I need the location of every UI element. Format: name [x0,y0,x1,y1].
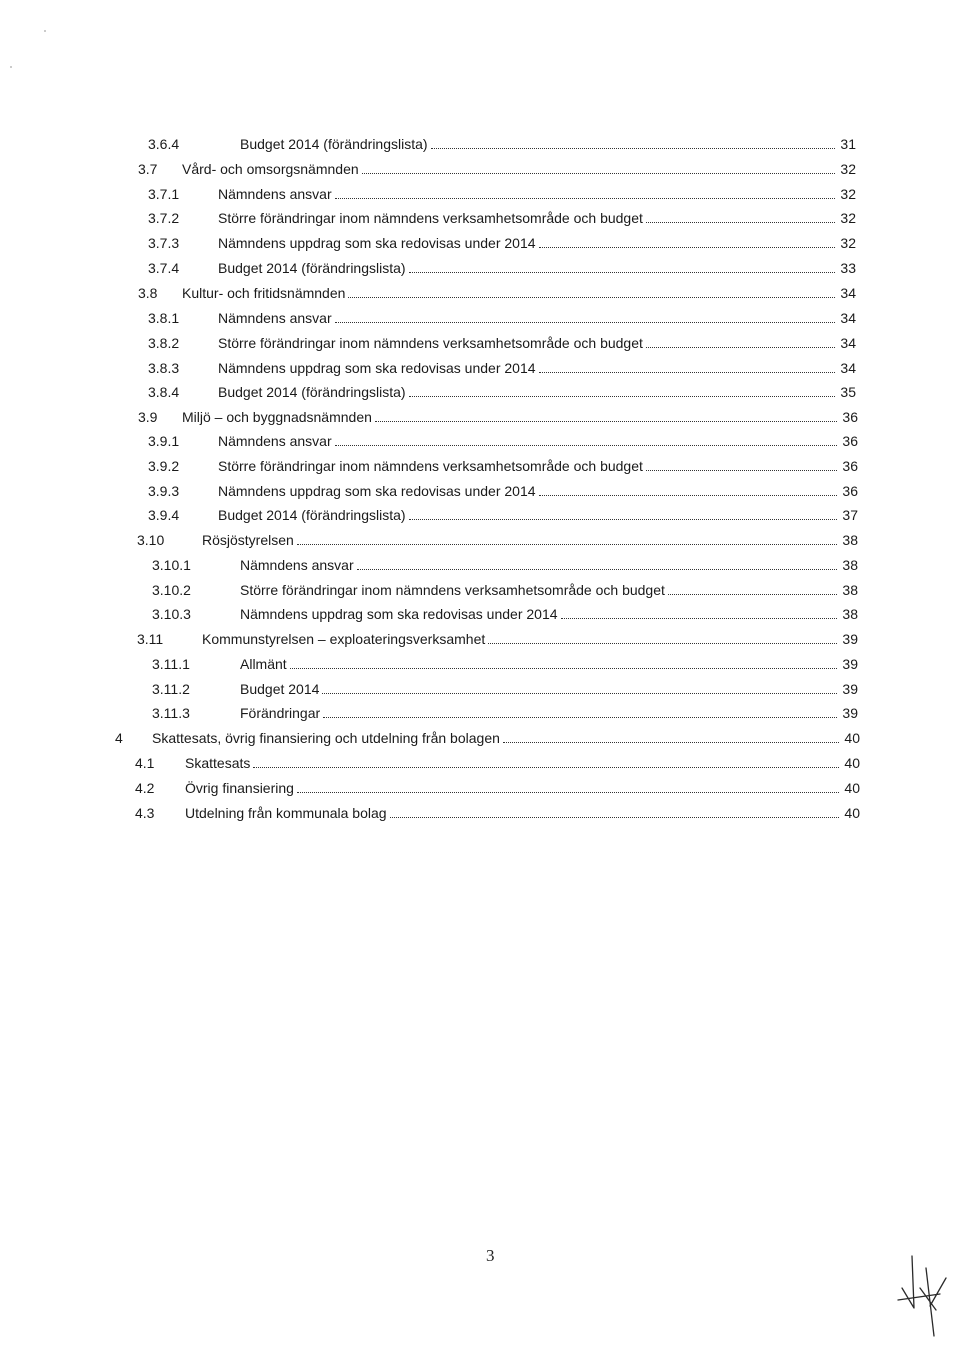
toc-entry-number: 3.10 [137,532,165,548]
dot-leader [431,148,835,149]
toc-entry[interactable] [137,627,858,647]
toc-entry-page: 39 [842,631,858,647]
toc-entry-title: Övrig finansiering [185,780,294,796]
toc-entry[interactable] [138,281,856,301]
toc-entry-page: 39 [842,705,858,721]
dot-leader [539,372,835,373]
toc-entry-title: Större förändringar inom nämndens verksamhetsområde och budget [240,582,665,598]
toc-entry-title: Nämndens uppdrag som ska redovisas under 2014 [218,360,536,376]
toc-entry-page: 36 [842,483,858,499]
dot-leader [539,495,837,496]
toc-entry[interactable] [148,182,856,202]
toc-entry-page: 34 [840,360,856,376]
toc-entry-number: 3.8.4 [148,384,180,400]
toc-entry-title: Budget 2014 (förändringslista) [218,260,406,276]
toc-entry-title: Nämndens uppdrag som ska redovisas under 2014 [240,606,558,622]
toc-entry-page: 39 [842,656,858,672]
toc-entry[interactable] [148,503,858,523]
dot-leader [409,396,835,397]
toc-entry-title: Nämndens ansvar [218,433,332,449]
toc-entry-page: 31 [840,136,856,152]
toc-entry-page: 38 [842,582,858,598]
toc-entry-page: 37 [842,507,858,523]
toc-entry-page: 39 [842,681,858,697]
toc-entry-page: 40 [844,730,860,746]
toc-entry-title: Utdelning från kommunala bolag [185,805,387,821]
toc-entry[interactable] [152,652,858,672]
dot-leader [362,173,835,174]
toc-entry-title: Allmänt [240,656,287,672]
toc-entry-page: 36 [842,458,858,474]
dot-leader [646,222,835,223]
dot-leader [646,347,835,348]
dot-leader [335,445,837,446]
toc-entry-page: 32 [840,210,856,226]
dot-leader [561,618,837,619]
toc-entry[interactable] [152,677,858,697]
dot-leader [503,742,839,743]
toc-entry[interactable] [148,356,856,376]
toc-entry-page: 36 [842,409,858,425]
toc-entry[interactable] [148,256,856,276]
toc-entry-number: 3.9.1 [148,433,180,449]
dot-leader [409,272,835,273]
scan-speck [10,66,12,68]
toc-entry[interactable] [148,429,858,449]
toc-entry[interactable] [148,231,856,251]
toc-entry-page: 33 [840,260,856,276]
dot-leader [290,668,837,669]
toc-entry-number: 3.8.3 [148,360,180,376]
toc-entry-title: Budget 2014 (förändringslista) [218,507,406,523]
toc-entry-number: 3.9 [138,409,158,425]
toc-entry[interactable] [148,454,858,474]
dot-leader [646,470,837,471]
toc-entry-number: 3.9.2 [148,458,180,474]
dot-leader [323,717,837,718]
dot-leader [297,544,837,545]
toc-entry-page: 34 [840,285,856,301]
toc-entry[interactable] [148,306,856,326]
toc-entry[interactable] [148,479,858,499]
toc-entry-number: 3.10.1 [152,557,191,573]
toc-entry[interactable] [152,701,858,721]
dot-leader [488,643,837,644]
toc-entry[interactable] [137,528,858,548]
toc-entry-page: 40 [844,755,860,771]
toc-entry[interactable] [152,578,858,598]
page-number: 3 [486,1246,495,1265]
dot-leader [409,519,837,520]
toc-entry-number: 3.7.4 [148,260,180,276]
toc-entry-number: 4 [115,730,123,746]
toc-entry-page: 32 [840,161,856,177]
toc-entry-title: Nämndens uppdrag som ska redovisas under 2014 [218,235,536,251]
toc-entry-title: Budget 2014 [240,681,320,697]
toc-entry-page: 38 [842,557,858,573]
toc-entry-title: Miljö – och byggnadsnämnden [182,409,372,425]
dot-leader [357,569,837,570]
toc-entry-number: 3.9.3 [148,483,180,499]
toc-entry-number: 3.11.1 [152,656,190,672]
toc-entry-number: 3.11.2 [152,681,190,697]
toc-entry-number: 3.7.3 [148,235,180,251]
toc-entry-title: Rösjöstyrelsen [202,532,294,548]
toc-entry-number: 3.10.2 [152,582,191,598]
dot-leader [335,322,835,323]
scan-speck [44,30,46,32]
dot-leader [668,594,837,595]
toc-entry-page: 35 [840,384,856,400]
dot-leader [297,792,839,793]
dot-leader [390,817,839,818]
toc-entry-page: 32 [840,235,856,251]
toc-entry-title: Större förändringar inom nämndens verksamhetsområde och budget [218,210,643,226]
toc-entry-title: Förändringar [240,705,321,721]
toc-entry-page: 38 [842,532,858,548]
toc-entry-number: 3.8.2 [148,335,180,351]
toc-entry[interactable] [148,331,856,351]
toc-entry-number: 3.7.1 [148,186,180,202]
toc-entry[interactable] [138,405,858,425]
toc-entry-page: 40 [844,805,860,821]
toc-entry-number: 4.3 [135,805,155,821]
toc-entry-number: 3.7 [138,161,158,177]
dot-leader [335,198,835,199]
toc-entry-title: Nämndens ansvar [218,186,332,202]
toc-entry-number: 3.8.1 [148,310,180,326]
dot-leader [375,421,837,422]
dot-leader [539,247,835,248]
toc-entry[interactable] [135,776,860,796]
toc-entry-title: Större förändringar inom nämndens verksamhetsområde och budget [218,335,643,351]
toc-entry[interactable] [152,553,858,573]
toc-entry-title: Vård- och omsorgsnämnden [182,161,359,177]
toc-entry-number: 3.11.3 [152,705,190,721]
toc-entry-page: 40 [844,780,860,796]
toc-entry-page: 38 [842,606,858,622]
toc-entry-title: Kultur- och fritidsnämnden [182,285,346,301]
toc-entry[interactable] [148,132,856,152]
toc-entry[interactable] [135,801,860,821]
toc-entry-title: Kommunstyrelsen – exploateringsverksamhet [202,631,486,647]
toc-entry[interactable] [115,726,860,746]
dot-leader [348,297,835,298]
toc-entry-number: 3.6.4 [148,136,180,152]
toc-entry-title: Budget 2014 (förändringslista) [218,384,406,400]
toc-entry-title: Budget 2014 (förändringslista) [240,136,428,152]
dot-leader [322,693,837,694]
toc-entry[interactable] [148,380,856,400]
toc-entry-title: Större förändringar inom nämndens verksamhetsområde och budget [218,458,643,474]
toc-entry[interactable] [138,157,856,177]
toc-entry-title: Skattesats [185,755,251,771]
toc-entry-number: 4.1 [135,755,155,771]
toc-entry[interactable] [152,602,858,622]
toc-entry[interactable] [135,751,860,771]
toc-entry-number: 3.8 [138,285,158,301]
dot-leader [253,767,839,768]
toc-entry-title: Nämndens ansvar [240,557,354,573]
toc-entry-page: 36 [842,433,858,449]
toc-entry-number: 3.11 [137,631,164,647]
toc-entry[interactable] [148,206,856,226]
toc-entry-number: 3.10.3 [152,606,191,622]
toc-entry-number: 3.9.4 [148,507,180,523]
toc-entry-number: 3.7.2 [148,210,180,226]
handwritten-signature [890,1248,950,1353]
toc-entry-title: Nämndens ansvar [218,310,332,326]
toc-entry-number: 4.2 [135,780,155,796]
toc-entry-page: 34 [840,335,856,351]
toc-entry-title: Nämndens uppdrag som ska redovisas under 2014 [218,483,536,499]
toc-entry-page: 32 [840,186,856,202]
toc-entry-page: 34 [840,310,856,326]
toc-entry-title: Skattesats, övrig finansiering och utdelning från bolagen [152,730,500,746]
